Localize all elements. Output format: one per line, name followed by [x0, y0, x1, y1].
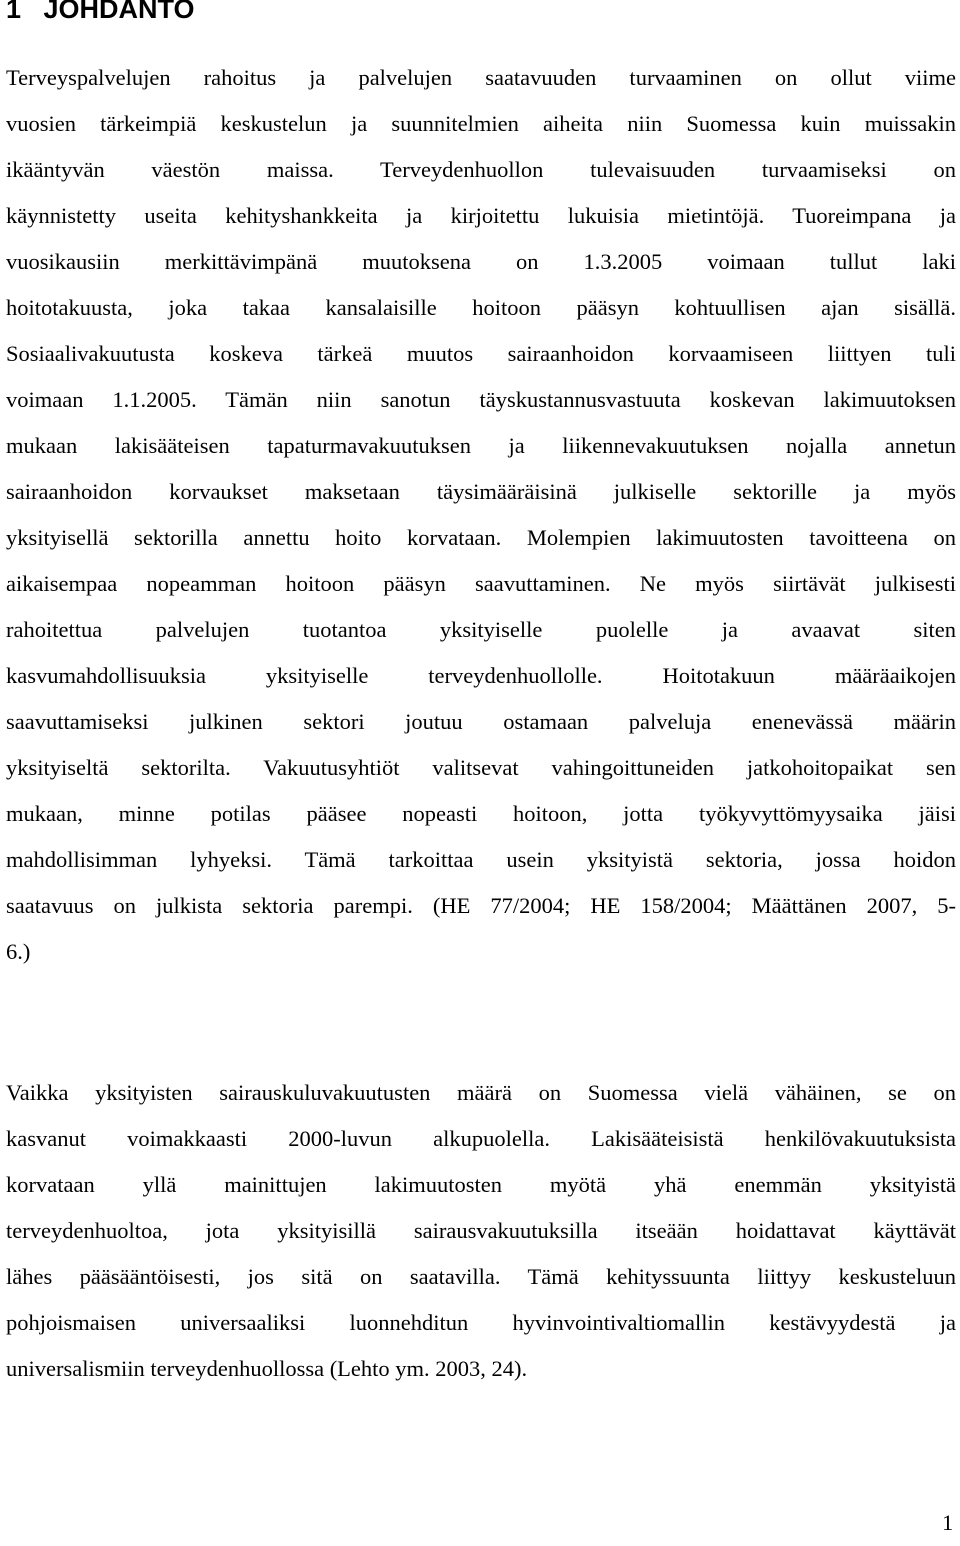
- paragraph-2: [6, 1070, 956, 1392]
- text-line: korvataan yllä mainittujen lakimuutosten myötä yhä enemmän yksityistä: [6, 1172, 956, 1197]
- text-line: yksityisellä sektorilla annettu hoito korvataan. Molempien lakimuutosten tavoitteena on: [6, 525, 956, 550]
- text-line: saatavuus on julkista sektoria parempi. (HE 77/2004; HE 158/2004; Määttänen 2007, 5-: [6, 893, 956, 918]
- text-line: universalismiin terveydenhuollossa (Lehto ym. 2003, 24).: [6, 1356, 528, 1381]
- text-line: rahoitettua palvelujen tuotantoa yksityiselle puolelle ja avaavat siten: [6, 617, 956, 642]
- chapter-heading: 1 JOHDANTO: [6, 0, 195, 24]
- text-line: ikääntyvän väestön maissa. Terveydenhuollon tulevaisuuden turvaamiseksi on: [6, 157, 956, 182]
- text-line: aikaisempaa nopeamman hoitoon pääsyn saavuttaminen. Ne myös siirtävät julkisesti: [6, 571, 956, 596]
- text-line: vuosien tärkeimpiä keskustelun ja suunnitelmien aiheita niin Suomessa kuin muissakin: [6, 111, 956, 136]
- text-line: 6.): [6, 939, 31, 964]
- text-line: vuosikausiin merkittävimpänä muutoksena on 1.3.2005 voimaan tullut laki: [6, 249, 956, 274]
- text-line: terveydenhuoltoa, jota yksityisillä sairausvakuutuksilla itseään hoidattavat käyttävät: [6, 1218, 956, 1243]
- paragraph-1: [6, 55, 956, 975]
- text-line: Vaikka yksityisten sairauskuluvakuutusten määrä on Suomessa vielä vähäinen, se on: [6, 1080, 956, 1105]
- text-line: sairaanhoidon korvaukset maksetaan täysimääräisinä julkiselle sektorille ja myös: [6, 479, 956, 504]
- text-line: pohjoismaisen universaaliksi luonnehditun hyvinvointivaltiomallin kestävyydestä ja: [6, 1310, 956, 1335]
- text-line: mukaan, minne potilas pääsee nopeasti hoitoon, jotta työkyvyttömyysaika jäisi: [6, 801, 956, 826]
- text-line: lähes pääsääntöisesti, jos sitä on saatavilla. Tämä kehityssuunta liittyy keskusteluun: [6, 1264, 956, 1289]
- text-line: voimaan 1.1.2005. Tämän niin sanotun täyskustannusvastuuta koskevan lakimuutoksen: [6, 387, 956, 412]
- text-line: saavuttamiseksi julkinen sektori joutuu ostamaan palveluja enenevässä määrin: [6, 709, 956, 734]
- text-line: Terveyspalvelujen rahoitus ja palvelujen saatavuuden turvaaminen on ollut viime: [6, 65, 956, 90]
- text-line: käynnistetty useita kehityshankkeita ja kirjoitettu lukuisia mietintöjä. Tuoreimpana ja: [6, 203, 956, 228]
- text-line: kasvanut voimakkaasti 2000-luvun alkupuolella. Lakisääteisistä henkilövakuutuksista: [6, 1126, 956, 1151]
- text-line: hoitotakuusta, joka takaa kansalaisille hoitoon pääsyn kohtuullisen ajan sisällä.: [6, 295, 956, 320]
- text-line: Sosiaalivakuutusta koskeva tärkeä muutos sairaanhoidon korvaamiseen liittyen tuli: [6, 341, 956, 366]
- text-line: yksityiseltä sektorilta. Vakuutusyhtiöt valitsevat vahingoittuneiden jatkohoitopaikat sen: [6, 755, 956, 780]
- text-line: mahdollisimman lyhyeksi. Tämä tarkoittaa usein yksityistä sektoria, jossa hoidon: [6, 847, 956, 872]
- text-line: mukaan lakisääteisen tapaturmavakuutuksen ja liikennevakuutuksen nojalla annetun: [6, 433, 956, 458]
- text-line: kasvumahdollisuuksia yksityiselle terveydenhuollolle. Hoitotakuun määräaikojen: [6, 663, 956, 688]
- page-number: 1: [942, 1510, 954, 1535]
